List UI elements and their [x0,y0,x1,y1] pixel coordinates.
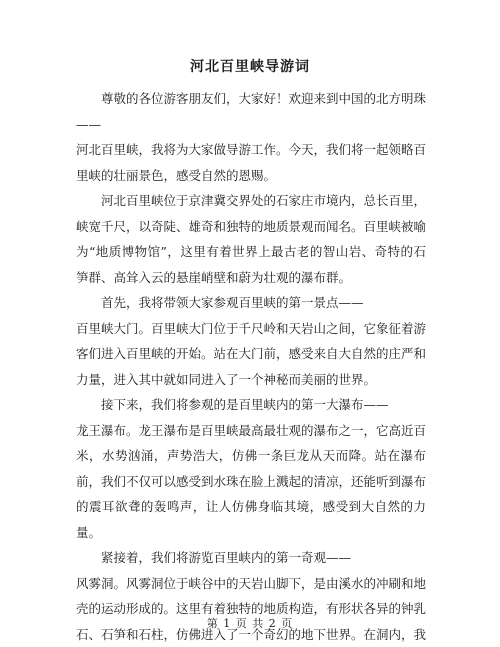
paragraph: 接下来，我们将参观的是百里峡内的第一大瀑布—— [101,397,389,412]
paragraph: 龙王瀑布。龙王瀑布是百里峡最高最壮观的瀑布之一，它高近百米，水势汹涌，声势浩大，仿佛一条巨龙从天而降。站在瀑布前，我们不仅可以感受到水珠在脸上溅起的清凉，还能听到瀑布的震耳欲聋的轰鸣声，让人仿佛身临其境，感受到大自然的力量。 [76,422,427,540]
document-title: 河北百里峡导游词 [190,59,310,75]
paragraph: 首先，我将带领大家参观百里峡的第一景点—— [101,295,364,310]
paragraph: 尊敬的各位游客朋友们，大家好！欢迎来到中国的北方明珠—— [76,91,427,132]
paragraph: 百里峡大门。百里峡大门位于千尺岭和天岩山之间，它象征着游客们进入百里峡的开始。站在大门前，感受来自大自然的庄严和力量，进入其中就如同进入了一个神秘而美丽的世界。 [76,320,427,387]
paragraph: 风雾洞。风雾洞位于峡谷中的天岩山脚下，是由溪水的冲刷和地壳的运动形成的。这里有着独特的地质构造，有形状各异的钟乳石、石笋和石柱，仿佛进入了一个奇幻的地下世界。在洞内，我 [76,575,427,642]
paragraph: 紧接着，我们将游览百里峡内的第一奇观—— [101,550,352,565]
document-body [76,86,426,647]
paragraph: 河北百里峡，我将为大家做导游工作。今天，我们将一起领略百里峡的壮丽景色，感受自然的恩赐。 [76,142,427,183]
page-number: 第 1 页 共 2 页 [206,617,294,630]
paragraph: 河北百里峡位于京津冀交界处的石家庄市境内，总长百里，峡宽千尺，以奇陡、雄奇和独特的地质景观而闻名。百里峡被喻为“地质博物馆”，这里有着世界上最古老的智山岩、奇特的石笋群、高耸入云的悬崖峭壁和蔚为壮观的瀑布群。 [76,193,427,285]
